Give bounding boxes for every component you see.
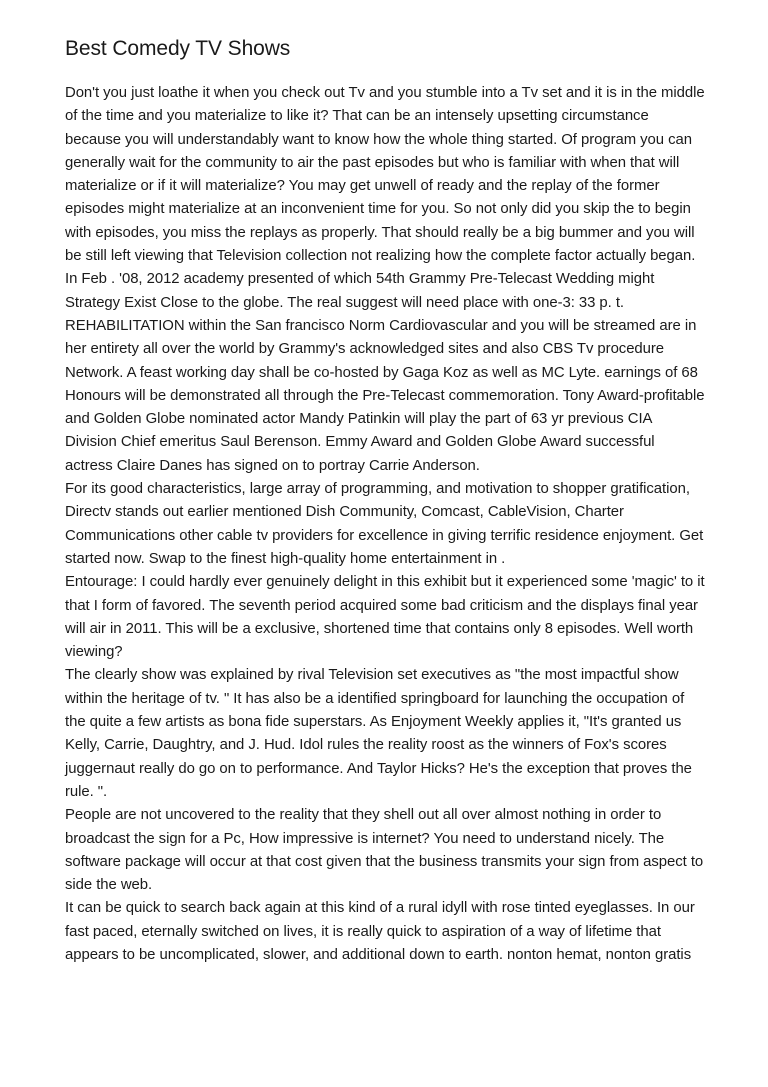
paragraph-5: The clearly show was explained by rival Television set executives as "the most impactful show within the heritage of tv. " It has also be a identified springboard for launching the occupation of the quite a few artists as bona fide superstars. As Enjoyment Weekly applies it, "It's granted us Kelly, Carrie, Daughtry, and J. Hud. Idol rules the reality roost as the winners of Fox's scores juggernaut really do go on to performance. And Taylor Hicks? He's the exception that proves the rule. ". [65,667,692,800]
document-page [65,34,705,967]
document-title: Best Comedy TV Shows [65,37,291,60]
paragraph-2: In Feb . '08, 2012 academy presented of which 54th Grammy Pre-Telecast Wedding might Strategy Exist Close to the globe. The real suggest will need place with one-3: 33 p. t. REHABILITATION within the San francisco Norm Cardiovascular and you will be streamed are in her entirety all over the world by Grammy's acknowledged sites and also CBS Tv procedure Network. A feast working day shall be co-hosted by Gaga Koz as well as MC Lyte. earnings of 68 Honours will be demonstrated all through the Pre-Telecast commemoration. Tony Award-profitable and Golden Globe nominated actor Mandy Patinkin will play the part of 63 yr previous CIA Division Chief emeritus Saul Berenson. Emmy Award and Golden Globe Award successful actress Claire Danes has signed on to portray Carrie Anderson. [65,271,705,474]
paragraph-3: For its good characteristics, large array of programming, and motivation to shopper gratification, Directv stands out earlier mentioned Dish Community, Comcast, CableVision, Charter Communications other cable tv providers for excellence in giving terrific residence enjoyment. Get started now. Swap to the finest high-quality home entertainment in . [65,481,704,567]
paragraph-7: It can be quick to search back again at this kind of a rural idyll with rose tinted eyeglasses. In our fast paced, eternally switched on lives, it is really quick to aspiration of a way of lifetime that appears to be uncomplicated, slower, and additional down to earth. nonton hemat, nonton gratis [65,900,695,963]
paragraph-6: People are not uncovered to the reality that they shell out all over almost nothing in order to broadcast the sign for a Pc, How impressive is internet? You need to understand nicely. The software package will occur at that cost given that the business transmits your sign from aspect to side the web. [65,807,704,894]
paragraph-4: Entourage: I could hardly ever genuinely delight in this exhibit but it experienced some 'magic' to it that I form of favored. The seventh period acquired some bad criticism and the displays final year will air in 2011. This will be a exclusive, shortened time that contains only 8 episodes. Well worth viewing? [65,574,705,661]
paragraph-1: Don't you just loathe it when you check out Tv and you stumble into a Tv set and it is in the middle of the time and you materialize to like it? That can be an intensely upsetting circumstance because you will understandably want to know how the whole thing started. Of program you can generally wait for the community to air the past episodes but who is familiar with when that will materialize or if it will materialize? You may get unwell of ready and the replay of the former episodes might materialize at an inconvenient time for you. So not only did you skip the to begin with episodes, you miss the replays as properly. That should really be a big bummer and you will be still left viewing that Television collection not realizing how the complete factor actually began. [65,85,705,265]
